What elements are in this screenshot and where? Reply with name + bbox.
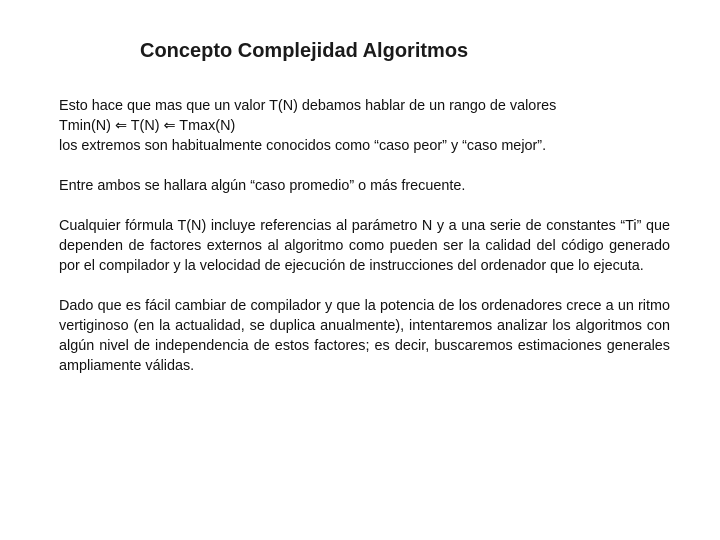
intro-line-range-statement: Esto hace que mas que un valor T(N) debamos hablar de un rango de valores: [59, 98, 557, 114]
intro-paragraph: [59, 96, 670, 156]
independence-paragraph: Dado que es fácil cambiar de compilador y que la potencia de los ordenadores crece a un ritmo vertiginoso (en la actualidad, se duplica anualmente), intentaremos analizar los algoritmos con algún nivel de independencia de estos factores; es decir, buscaremos estimaciones generales ampliamente válidas.: [59, 298, 670, 374]
slide-body: [59, 96, 670, 376]
slide-title: Concepto Complejidad Algoritmos: [140, 40, 469, 62]
intro-line-extremes: los extremos son habitualmente conocidos como “caso peor” y “caso mejor”.: [59, 138, 547, 154]
average-case-paragraph: Entre ambos se hallara algún “caso promedio” o más frecuente.: [59, 178, 466, 194]
constants-paragraph: Cualquier fórmula T(N) incluye referencias al parámetro N y a una serie de constantes “Ti” que dependen de factores externos al algoritmo como pueden ser la calidad del código generado por el compilador y la velocidad de ejecución de instrucciones del ordenador que lo ejecuta.: [59, 218, 670, 274]
intro-line-formula: Tmin(N) ⇐ T(N) ⇐ Tmax(N): [59, 118, 236, 134]
